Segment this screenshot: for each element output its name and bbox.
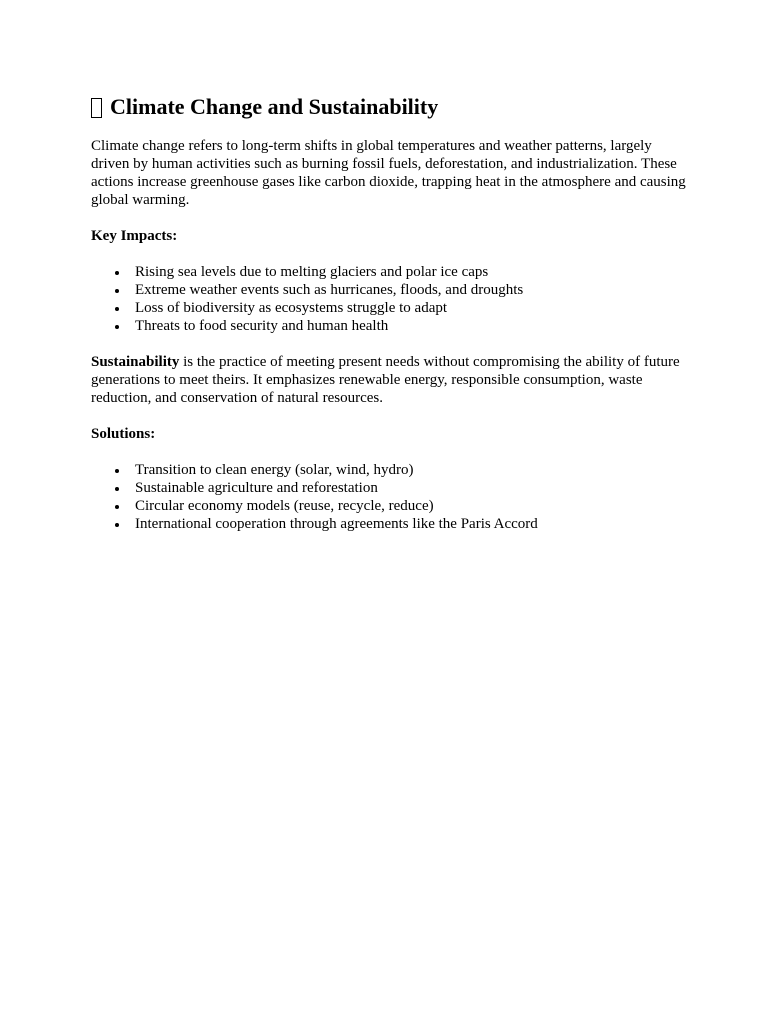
sustainability-paragraph [91, 353, 687, 407]
list-item: Loss of biodiversity as ecosystems struggle to adapt [135, 299, 687, 317]
solutions-heading: Solutions: [91, 426, 156, 442]
list-item: International cooperation through agreements like the Paris Accord [135, 515, 687, 533]
document-title-text: Climate Change and Sustainability [110, 94, 439, 119]
list-item: Circular economy models (reuse, recycle, reduce) [135, 497, 687, 515]
document-title [91, 92, 687, 122]
solutions-list [91, 461, 687, 533]
list-item: Sustainable agriculture and reforestation [135, 479, 687, 497]
document-page [91, 92, 687, 551]
list-item: Extreme weather events such as hurricanes, floods, and droughts [135, 281, 687, 299]
list-item: Threats to food security and human health [135, 317, 687, 335]
impacts-list [91, 263, 687, 335]
sustainability-text: is the practice of meeting present needs without compromising the ability of future generations to meet theirs. It emphasizes renewable energy, responsible consumption, waste reduction, and conservation of natural resources. [91, 354, 680, 406]
intro-paragraph: Climate change refers to long-term shifts in global temperatures and weather patterns, largely driven by human activities such as burning fossil fuels, deforestation, and industrialization. These actions increase greenhouse gases like carbon dioxide, trapping heat in the atmosphere and causing global warming. [91, 138, 686, 208]
list-item: Rising sea levels due to melting glaciers and polar ice caps [135, 263, 687, 281]
list-item: Transition to clean energy (solar, wind, hydro) [135, 461, 687, 479]
missing-glyph-icon [91, 98, 102, 118]
sustainability-term: Sustainability [91, 354, 180, 370]
impacts-heading: Key Impacts: [91, 228, 178, 244]
